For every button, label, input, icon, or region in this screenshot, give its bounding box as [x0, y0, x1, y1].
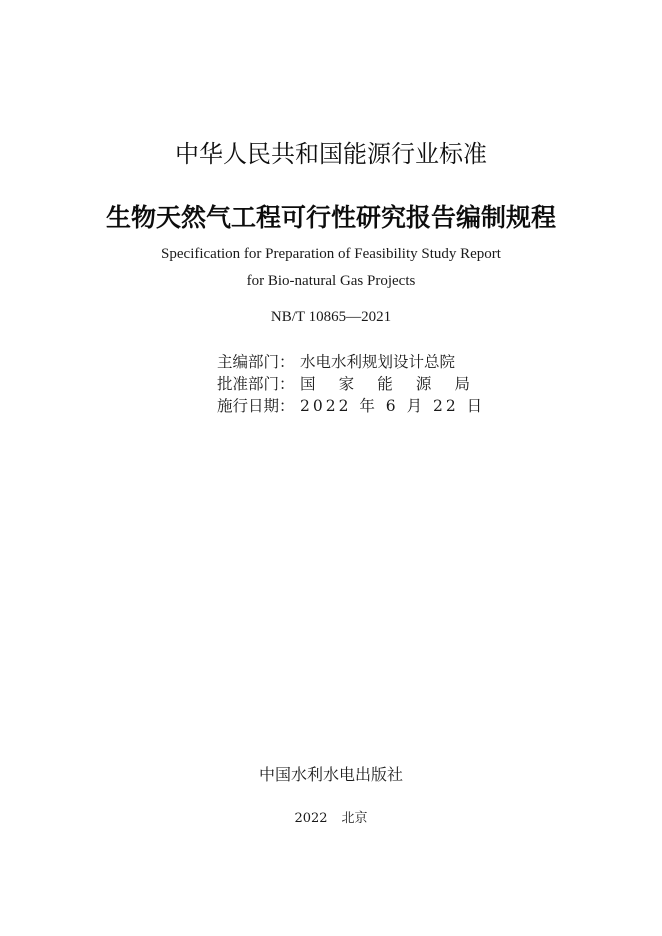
- standard-number: NB/T 10865—2021: [270, 309, 392, 325]
- editor-label: 主编部门：: [217, 353, 295, 371]
- publication-year: 2022: [294, 811, 328, 826]
- effective-date-value: 2022 年 6 月 22 日: [300, 397, 486, 415]
- document-title-english-line-2: for Bio-natural Gas Projects: [246, 273, 416, 289]
- approver-char: 能: [377, 375, 393, 393]
- publication-city: 北京: [341, 811, 368, 826]
- document-title-chinese: 生物天然气工程可行性研究报告编制规程: [105, 203, 556, 232]
- publisher-name: 中国水利水电出版社: [258, 765, 403, 784]
- approver-char: 局: [454, 375, 470, 393]
- approver-value: [300, 373, 470, 395]
- approver-row: [217, 373, 470, 395]
- approver-char: 家: [338, 375, 355, 393]
- document-title-english-line-1: Specification for Preparation of Feasibility Study Report: [161, 246, 501, 262]
- approver-char: 国: [300, 375, 316, 393]
- effective-date-label: 施行日期：: [217, 397, 295, 415]
- effective-date-row: [217, 395, 486, 417]
- issuance-info-block: [217, 351, 486, 417]
- standard-category-heading: 中华人民共和国能源行业标准: [175, 140, 487, 168]
- editor-value: 水电水利规划设计总院: [300, 353, 456, 371]
- approver-label: 批准部门：: [217, 375, 295, 393]
- approver-char: 源: [415, 375, 432, 393]
- editor-row: [217, 351, 470, 373]
- imprint-line: [0, 807, 662, 826]
